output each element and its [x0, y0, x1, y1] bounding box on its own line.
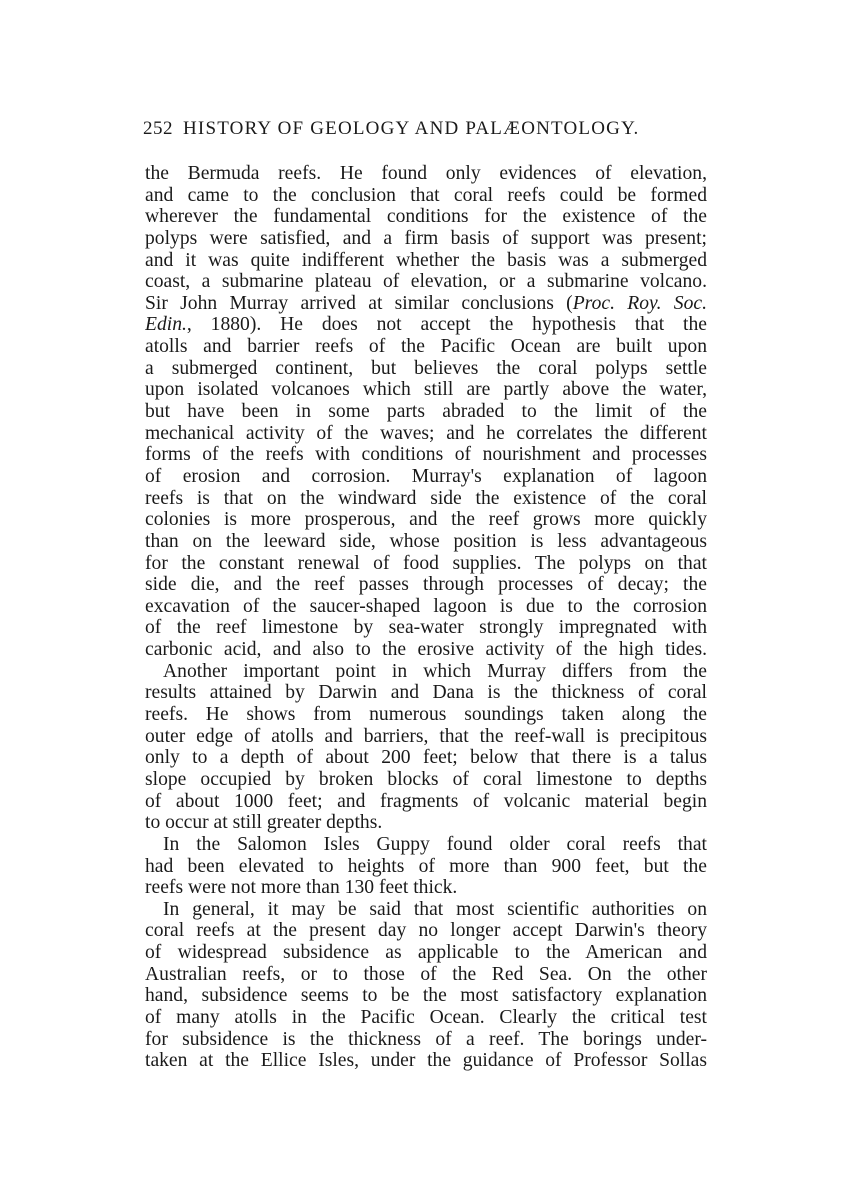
line-text: reefs is that on the windward side the existence of the coral	[145, 487, 707, 509]
text-line	[145, 639, 707, 661]
text-line	[145, 920, 707, 942]
line-text: mechanical activity of the waves; and he correlates the different	[145, 422, 707, 444]
line-text: carbonic acid, and also to the erosive activity of the high tides.	[145, 639, 707, 661]
text-line	[145, 336, 707, 358]
line-text: for the constant renewal of food supplies. The polyps on that	[145, 552, 707, 574]
text-line	[145, 985, 707, 1007]
line-text: of many atolls in the Pacific Ocean. Clearly the critical test	[145, 1006, 707, 1028]
text-line	[145, 228, 707, 250]
line-text: of widespread subsidence as applicable to the American and	[145, 942, 707, 964]
line-text: a submerged continent, but believes the coral polyps settle	[145, 357, 707, 379]
text-line	[145, 899, 707, 921]
text-line	[145, 1029, 707, 1051]
text-line	[145, 596, 707, 618]
line-text: outer edge of atolls and barriers, that the reef-wall is precipitous	[145, 725, 707, 747]
citation-italic: Proc. Roy. Soc.	[572, 292, 707, 314]
text-line	[145, 964, 707, 986]
line-text: to occur at still greater depths.	[145, 812, 383, 834]
text-line	[145, 509, 707, 531]
line-text: forms of the reefs with conditions of nourishment and processes	[145, 444, 707, 466]
text-line	[145, 747, 707, 769]
line-text: had been elevated to heights of more than 900 feet, but the	[145, 855, 707, 877]
line-text: only to a depth of about 200 feet; below that there is a talus	[145, 747, 707, 769]
line-text: for subsidence is the thickness of a reef. The borings under-	[145, 1028, 707, 1050]
text-line	[145, 553, 707, 575]
text-line	[145, 163, 707, 185]
text-line	[145, 314, 707, 336]
line-text: of the reef limestone by sea-water strongly impregnated with	[145, 617, 707, 639]
text-line	[145, 661, 707, 683]
text-line	[145, 206, 707, 228]
line-text: excavation of the saucer-shaped lagoon is due to the corrosion	[145, 595, 707, 617]
line-text: polyps were satisfied, and a firm basis of support was present;	[145, 227, 707, 249]
citation-italic: Edin.	[145, 314, 187, 336]
text-line	[145, 444, 707, 466]
line-text: atolls and barrier reefs of the Pacific Ocean are built upon	[145, 336, 707, 358]
text-line	[145, 834, 707, 856]
line-text: , 1880). He does not accept the hypothesis that the	[186, 314, 707, 336]
line-text: In the Salomon Isles Guppy found older coral reefs that	[163, 833, 707, 855]
text-line	[145, 942, 707, 964]
line-text: of erosion and corrosion. Murray's explanation of lagoon	[145, 465, 707, 487]
text-line	[145, 358, 707, 380]
line-text: hand, subsidence seems to be the most satisfactory explanation	[145, 985, 707, 1007]
text-line	[145, 293, 707, 315]
text-line	[145, 726, 707, 748]
line-text: and came to the conclusion that coral reefs could be formed	[145, 184, 707, 206]
text-line	[145, 617, 707, 639]
line-text: results attained by Darwin and Dana is the thickness of coral	[145, 682, 707, 704]
line-text: reefs were not more than 130 feet thick.	[145, 877, 458, 899]
line-text: but have been in some parts abraded to the limit of the	[145, 401, 707, 423]
text-line	[145, 185, 707, 207]
text-line	[145, 877, 707, 899]
text-line	[145, 271, 707, 293]
line-text: coast, a submarine plateau of elevation, or a submarine volcano.	[145, 271, 707, 293]
text-line	[145, 574, 707, 596]
text-line	[145, 812, 707, 834]
body-text	[145, 163, 707, 1072]
line-text: wherever the fundamental conditions for the existence of the	[145, 206, 707, 228]
line-text: taken at the Ellice Isles, under the guidance of Professor Sollas	[145, 1050, 707, 1072]
line-text: Sir John Murray arrived at similar conclusions (	[145, 292, 573, 314]
text-line	[145, 769, 707, 791]
text-line	[145, 1007, 707, 1029]
line-text: colonies is more prosperous, and the reef grows more quickly	[145, 509, 707, 531]
line-text: of about 1000 feet; and fragments of volcanic material begin	[145, 790, 707, 812]
running-title: HISTORY OF GEOLOGY AND PALÆONTOLOGY.	[183, 118, 640, 139]
page-number: 252	[143, 118, 173, 139]
line-text: the Bermuda reefs. He found only evidences of elevation,	[145, 163, 707, 184]
text-line	[145, 856, 707, 878]
line-text: slope occupied by broken blocks of coral limestone to depths	[145, 768, 707, 790]
line-text: upon isolated volcanoes which still are partly above the water,	[145, 379, 707, 401]
text-line	[145, 1050, 707, 1072]
text-line	[145, 423, 707, 445]
text-line	[145, 682, 707, 704]
line-text: and it was quite indifferent whether the basis was a submerged	[145, 249, 707, 271]
line-text: reefs. He shows from numerous soundings taken along the	[145, 704, 707, 726]
text-line	[145, 488, 707, 510]
line-text: Australian reefs, or to those of the Red Sea. On the other	[145, 963, 707, 985]
text-line	[145, 379, 707, 401]
text-line	[145, 401, 707, 423]
text-line	[145, 250, 707, 272]
running-head	[143, 118, 708, 140]
line-text: than on the leeward side, whose position is less advantageous	[145, 530, 707, 552]
text-line	[145, 791, 707, 813]
text-line	[145, 466, 707, 488]
line-text: side die, and the reef passes through processes of decay; the	[145, 574, 707, 596]
line-text: In general, it may be said that most scientific authorities on	[163, 898, 707, 920]
line-text: coral reefs at the present day no longer accept Darwin's theory	[145, 920, 707, 942]
text-line	[145, 531, 707, 553]
line-text: Another important point in which Murray differs from the	[163, 660, 707, 682]
text-line	[145, 704, 707, 726]
